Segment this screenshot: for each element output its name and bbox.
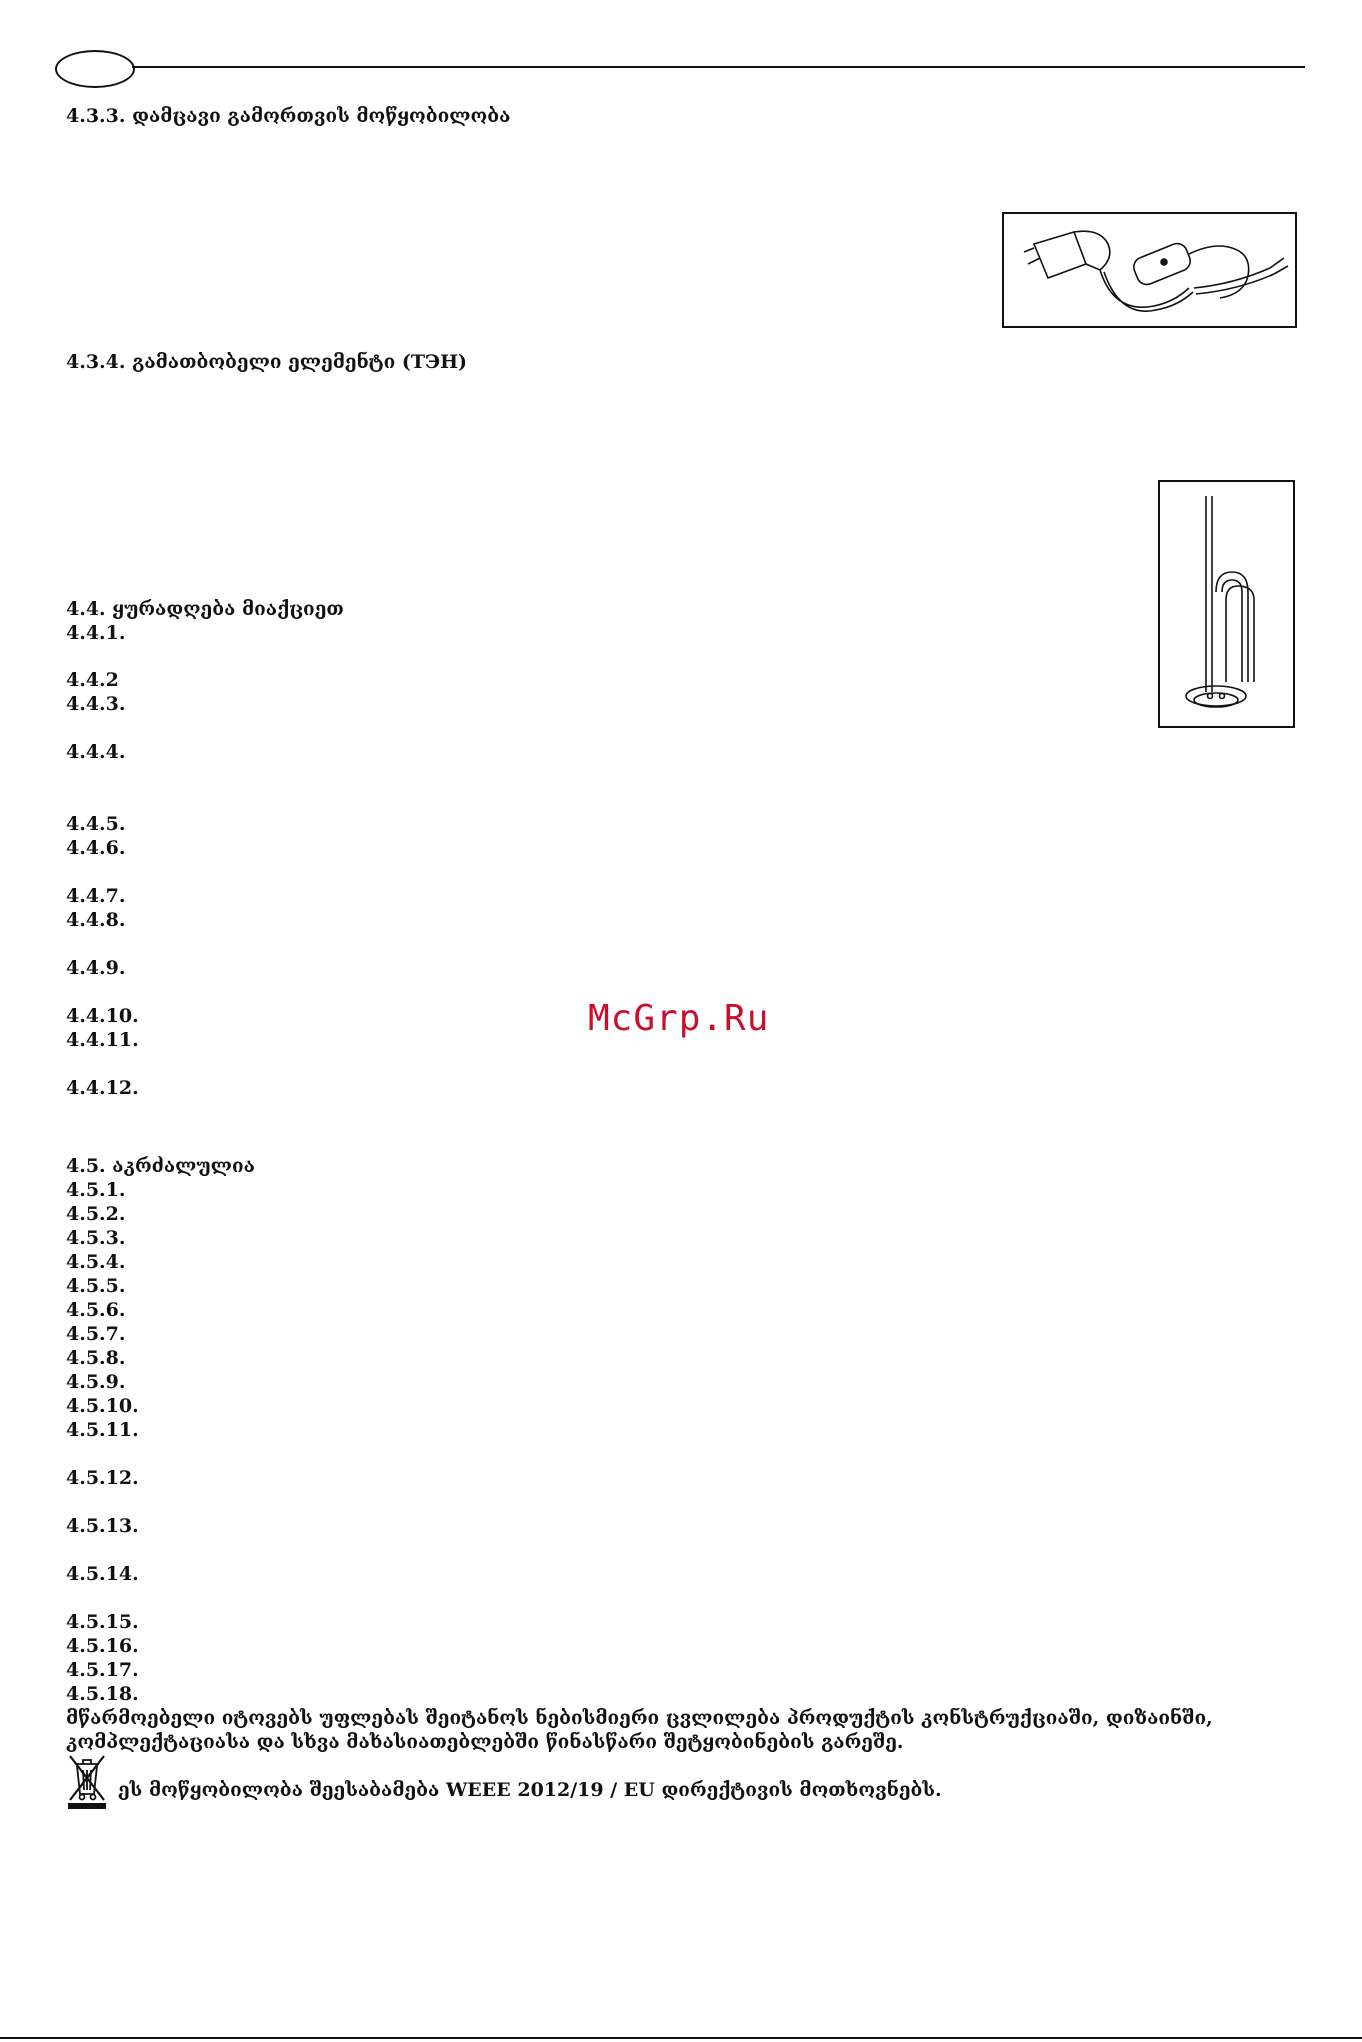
item-4-5-6: 4.5.6.: [66, 1299, 126, 1321]
item-4-4-2: 4.4.2: [66, 669, 119, 691]
item-4-5-17: 4.5.17.: [66, 1659, 139, 1681]
manufacturer-note-line-2: კომპლექტაციასა და სხვა მახასიათებლებში წინასწარი შეტყობინების გარეშე.: [66, 1731, 904, 1753]
crossed-bin-icon: [66, 1752, 108, 1810]
heading-4-3-3: 4.3.3. დამცავი გამორთვის მოწყობილობა: [66, 105, 511, 127]
item-4-4-10: 4.4.10.: [66, 1005, 139, 1027]
item-4-4-12: 4.4.12.: [66, 1077, 139, 1099]
heating-element-icon: [1160, 482, 1293, 726]
item-4-5-14: 4.5.14.: [66, 1563, 139, 1585]
rcd-plug-icon: [1004, 214, 1295, 326]
item-4-5-9: 4.5.9.: [66, 1371, 126, 1393]
item-4-5-13: 4.5.13.: [66, 1515, 139, 1537]
item-4-5-15: 4.5.15.: [66, 1611, 139, 1633]
item-4-4-6: 4.4.6.: [66, 837, 126, 859]
item-4-4-11: 4.4.11.: [66, 1029, 139, 1051]
page-number-oval: [55, 50, 135, 88]
item-4-4-3: 4.4.3.: [66, 693, 126, 715]
item-4-5-5: 4.5.5.: [66, 1275, 126, 1297]
header-rule: [132, 66, 1305, 68]
item-4-4-9: 4.4.9.: [66, 957, 126, 979]
item-4-5-11: 4.5.11.: [66, 1419, 139, 1441]
item-4-4-1: 4.4.1.: [66, 622, 126, 644]
heading-4-3-4: 4.3.4. გამათბობელი ელემენტი (ТЭН): [66, 351, 468, 373]
heading-4-4: 4.4. ყურადღება მიაქციეთ: [66, 598, 344, 620]
manufacturer-note-line-1: მწარმოებელი იტოვებს უფლებას შეიტანოს ნებისმიერი ცვლილება პროდუქტის კონსტრუქციაში, დიზაინში,: [66, 1707, 1213, 1729]
bottom-rule: [0, 2037, 1362, 2039]
item-4-4-7: 4.4.7.: [66, 885, 126, 907]
heading-4-5: 4.5. აკრძალულია: [66, 1155, 255, 1177]
item-4-5-18: 4.5.18.: [66, 1683, 139, 1705]
item-4-4-5: 4.4.5.: [66, 813, 126, 835]
item-4-5-12: 4.5.12.: [66, 1467, 139, 1489]
item-4-5-16: 4.5.16.: [66, 1635, 139, 1657]
item-4-5-4: 4.5.4.: [66, 1251, 126, 1273]
item-4-4-8: 4.4.8.: [66, 909, 126, 931]
item-4-5-7: 4.5.7.: [66, 1323, 126, 1345]
heating-element-figure: [1158, 480, 1295, 728]
item-4-5-1: 4.5.1.: [66, 1179, 126, 1201]
weee-compliance-text: ეს მოწყობილობა შეესაბამება WEEE 2012/19 / EU დირექტივის მოთხოვნებს.: [118, 1779, 942, 1801]
item-4-5-2: 4.5.2.: [66, 1203, 126, 1225]
manufacturer-note: [66, 1706, 1296, 1754]
item-4-5-8: 4.5.8.: [66, 1347, 126, 1369]
rcd-cable-figure: [1002, 212, 1297, 328]
watermark: McGrp.Ru: [588, 998, 770, 1039]
item-4-5-10: 4.5.10.: [66, 1395, 139, 1417]
item-4-5-3: 4.5.3.: [66, 1227, 126, 1249]
item-4-4-4: 4.4.4.: [66, 741, 126, 763]
